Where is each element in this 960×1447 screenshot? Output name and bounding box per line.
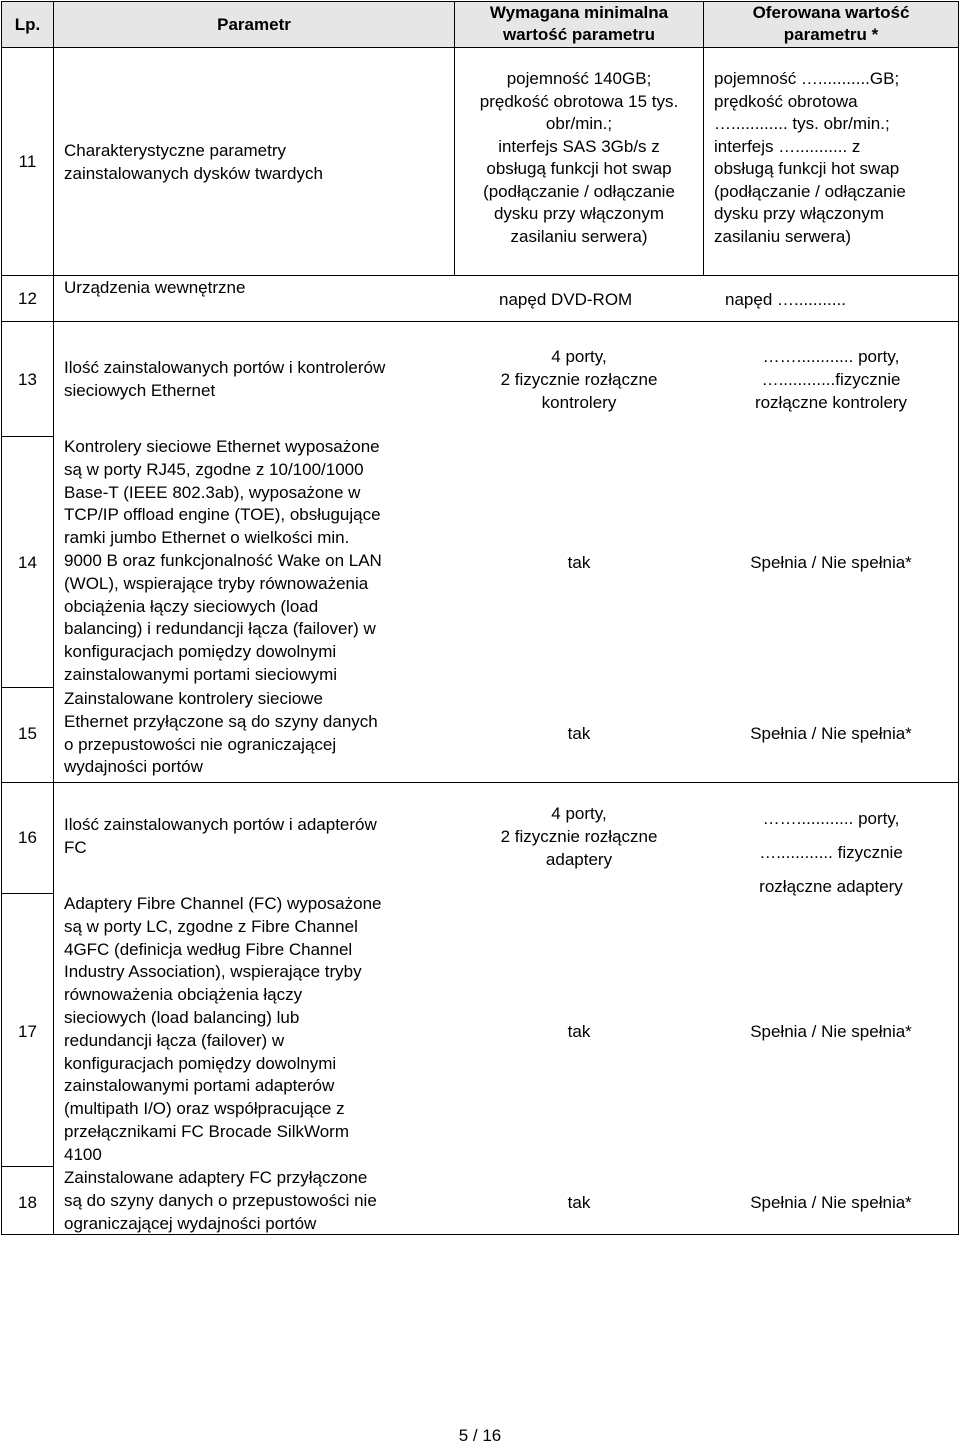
grid-line <box>958 1 959 1235</box>
row-parametr: Zainstalowane adaptery FC przyłączone są do szyny danych o przepustowości nie ograniczającej wydajności portów <box>64 1168 377 1233</box>
page-number: 5 / 16 <box>458 1426 502 1445</box>
row-wymagana: tak <box>567 724 591 743</box>
row-oferowana: Spełnia / Nie spełnia* <box>750 724 912 743</box>
row-oferowana: Spełnia / Nie spełnia* <box>750 1022 912 1041</box>
row-oferowana: Spełnia / Nie spełnia* <box>750 553 912 572</box>
row-parametr: Ilość zainstalowanych portów i adapterów FC <box>64 815 377 857</box>
header-oferowana: Oferowana wartość parametru * <box>704 2 958 47</box>
row-oferowana: Spełnia / Nie spełnia* <box>750 1193 912 1212</box>
row-number: 14 <box>18 553 37 572</box>
row-parametr: Charakterystyczne parametry zainstalowanych dysków twardych <box>64 141 323 183</box>
grid-line <box>1 782 959 783</box>
row-number: 12 <box>18 289 37 308</box>
grid-line <box>1 1 2 1235</box>
header-parametr: Parametr <box>54 2 454 47</box>
grid-line <box>1 1166 54 1167</box>
row-wymagana: pojemność 140GB; prędkość obrotowa 15 tys. obr/min.; interfejs SAS 3Gb/s z obsługą funkcji hot swap (podłączanie / odłączanie dysku przy włączonym zasilaniu serwera) <box>479 69 679 246</box>
row-number: 16 <box>18 828 37 847</box>
row-number: 18 <box>18 1193 37 1212</box>
row-number: 15 <box>18 724 37 743</box>
grid-line <box>1 321 959 322</box>
grid-line <box>1 436 54 437</box>
row-oferowana: ……............ porty, …............fizycznie rozłączne kontrolery <box>754 347 908 412</box>
row-oferowana: pojemność …...........GB; prędkość obrotowa …............ tys. obr/min.; interfejs …........... z obsługą funkcji hot swap (podłączanie / odłączanie dysku przy włączonym zasilaniu serwera) <box>714 69 906 246</box>
row-parametr: Adaptery Fibre Channel (FC) wyposażone są w porty LC, zgodne z Fibre Channel 4GFC (definicja według Fibre Channel Industry Association), wspierające tryby równoważenia obciążenia łączy sieciowych (load balancing) lub redundancji łącza (failover) w konfiguracjach pomiędzy dowolnymi zainstalowanymi portami adapterów (multipath I/O) oraz współpracujące z przełącznikami FC Brocade SilkWorm 4100 <box>64 894 382 1164</box>
grid-line <box>1 47 959 48</box>
row-wymagana: napęd DVD-ROM <box>499 290 633 309</box>
header-lp: Lp. <box>2 2 53 47</box>
row-wymagana: tak <box>567 553 591 572</box>
grid-line <box>1 687 54 688</box>
row-number: 13 <box>18 370 37 389</box>
row-parametr: Kontrolery sieciowe Ethernet wyposażone są w porty RJ45, zgodne z 10/100/1000 Base-T (IEEE 802.3ab), wyposażone w TCP/IP offload engine (TOE), obsługujące ramki jumbo Ethernet o wielkości min. 9000 B oraz funkcjonalność Wake on LAN (WOL), wspierające tryby równoważenia obciążenia łączy sieciowych (load balancing) i redundancji łącza (failover) w konfiguracjach pomiędzy dowolnymi zainstalowanymi portami sieciowymi <box>64 437 382 684</box>
row-wymagana: 4 porty, 2 fizycznie rozłączne adaptery <box>500 804 658 869</box>
row-parametr: Urządzenia wewnętrzne <box>64 278 246 297</box>
row-oferowana: napęd …........... <box>725 290 846 309</box>
row-parametr: Zainstalowane kontrolery sieciowe Ethernet przyłączone są do szyny danych o przepustowości nie ograniczającej wydajności portów <box>64 689 378 777</box>
header-wymagana: Wymagana minimalna wartość parametru <box>455 2 703 47</box>
grid-line <box>53 1 54 1235</box>
grid-line <box>1 893 54 894</box>
row-number: 17 <box>18 1022 37 1041</box>
row-parametr: Ilość zainstalowanych portów i kontrolerów sieciowych Ethernet <box>64 358 386 400</box>
row-oferowana: ……............ porty, …............ fizycznie rozłączne adaptery <box>759 809 903 896</box>
row-wymagana: tak <box>567 1193 591 1212</box>
row-wymagana: tak <box>567 1022 591 1041</box>
row-number: 11 <box>18 152 37 171</box>
row-wymagana: 4 porty, 2 fizycznie rozłączne kontrolery <box>500 347 658 412</box>
